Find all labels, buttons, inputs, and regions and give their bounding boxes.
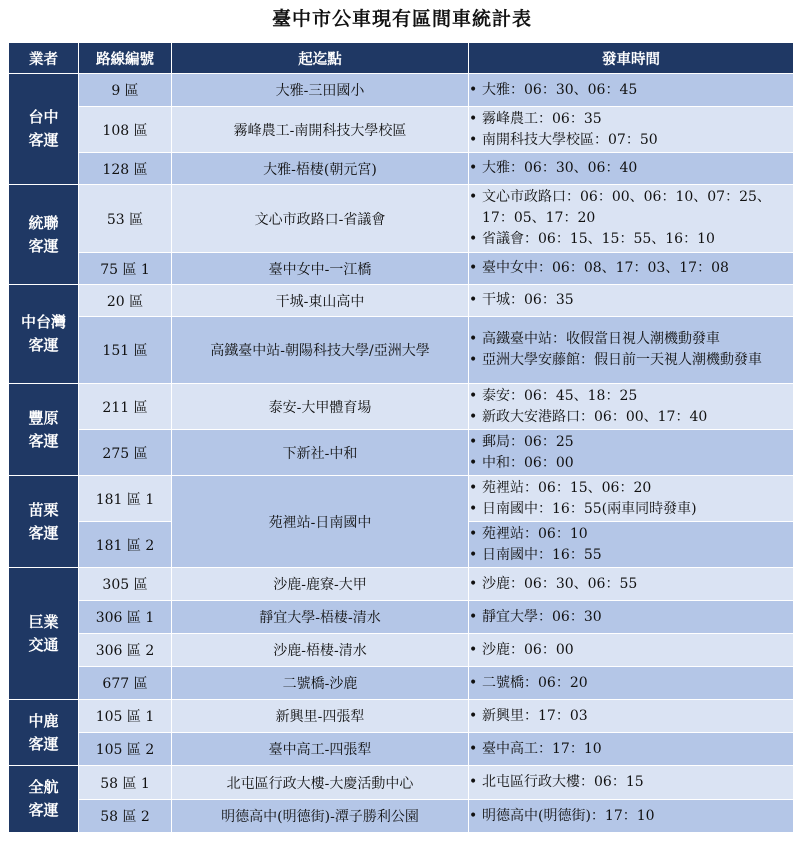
company-name-line: 客運 (28, 801, 59, 819)
departure-time-cell (469, 317, 794, 384)
departure-time-cell (469, 522, 794, 568)
company-name-line: 全航 (28, 778, 59, 796)
stops-cell: 高鐵臺中站-朝陽科技大學/亞洲大學 (172, 317, 469, 384)
departure-time-cell (469, 74, 794, 107)
bus-statistics-table (8, 42, 794, 833)
stops-cell: 臺中高工-四張犁 (172, 733, 469, 766)
departure-time-item: • 郵局：06：25 (469, 432, 793, 453)
departure-time-item: • 大雅：06：30、06：40 (469, 158, 793, 179)
header-stops: 起迄點 (172, 43, 469, 74)
departure-time-list (469, 187, 793, 250)
route-number-cell: 105 區 1 (79, 700, 172, 733)
route-number-cell: 75 區 1 (79, 253, 172, 285)
header-company: 業者 (9, 43, 79, 74)
departure-time-list (469, 772, 793, 793)
route-number-cell: 677 區 (79, 667, 172, 700)
company-name-line: 客運 (28, 336, 59, 354)
company-name-line: 豐原 (28, 408, 59, 427)
departure-time-item: • 苑裡站：06：10 (469, 524, 793, 545)
departure-time-item: • 臺中高工：17：10 (469, 739, 793, 760)
route-number-cell: 128 區 (79, 153, 172, 185)
company-name-line: 中台灣 (20, 313, 66, 331)
departure-time-cell (469, 634, 794, 667)
departure-time-cell (469, 285, 794, 317)
company-cell (9, 384, 79, 476)
departure-time-cell (469, 700, 794, 733)
table-row (9, 185, 794, 253)
table-row (9, 430, 794, 476)
departure-time-cell (469, 800, 794, 833)
company-cell (9, 568, 79, 700)
stops-cell: 干城-東山高中 (172, 285, 469, 317)
departure-time-item: • 新興里：17：03 (469, 706, 793, 727)
company-cell (9, 700, 79, 766)
departure-time-item: • 沙鹿：06：00 (469, 640, 793, 661)
route-number-cell: 58 區 1 (79, 766, 172, 800)
departure-time-cell (469, 384, 794, 430)
departure-time-list (469, 386, 793, 428)
route-number-cell: 211 區 (79, 384, 172, 430)
header-row (9, 43, 794, 74)
departure-time-item: • 臺中女中：06：08、17：03、17：08 (469, 258, 793, 279)
stops-cell: 臺中女中-一江橋 (172, 253, 469, 285)
departure-time-list (469, 109, 793, 151)
table-row (9, 601, 794, 634)
company-cell (9, 74, 79, 185)
departure-time-item: • 干城：06：35 (469, 290, 793, 311)
departure-time-list (469, 432, 793, 474)
route-number-cell: 53 區 (79, 185, 172, 253)
departure-time-item: • 省議會：06：15、15：55、16：10 (469, 229, 793, 250)
company-cell (9, 185, 79, 285)
route-number-cell: 275 區 (79, 430, 172, 476)
route-number-cell: 181 區 1 (79, 476, 172, 522)
company-name-line: 統聯 (28, 213, 59, 232)
route-number-cell: 9 區 (79, 74, 172, 107)
departure-time-item: • 南開科技大學校區：07：50 (469, 130, 793, 151)
table-row (9, 384, 794, 430)
route-number-cell: 58 區 2 (79, 800, 172, 833)
stops-cell: 明德高中(明德街)-潭子勝利公園 (172, 800, 469, 833)
table-row (9, 667, 794, 700)
company-name-line: 台中 (28, 108, 59, 126)
stops-cell: 沙鹿-鹿寮-大甲 (172, 568, 469, 601)
departure-time-item: • 泰安：06：45、18：25 (469, 386, 793, 407)
stops-cell: 北屯區行政大樓-大慶活動中心 (172, 766, 469, 800)
table-row (9, 153, 794, 185)
table-row (9, 285, 794, 317)
departure-time-list (469, 80, 793, 101)
departure-time-item: • 大雅：06：30、06：45 (469, 80, 793, 101)
departure-time-cell (469, 153, 794, 185)
departure-time-list (469, 158, 793, 179)
departure-time-list (469, 574, 793, 595)
departure-time-item: • 新政大安港路口：06：00、17：40 (469, 407, 793, 428)
page-title: 臺中市公車現有區間車統計表 (271, 8, 532, 30)
stops-cell: 靜宜大學-梧棲-清水 (172, 601, 469, 634)
route-number-cell: 181 區 2 (79, 522, 172, 568)
route-number-cell: 105 區 2 (79, 733, 172, 766)
table-row (9, 476, 794, 522)
table-row (9, 74, 794, 107)
departure-time-cell (469, 667, 794, 700)
departure-time-item: • 高鐵臺中站：收假當日視人潮機動發車 (469, 329, 793, 350)
header-route-number: 路線編號 (79, 43, 172, 74)
departure-time-cell (469, 476, 794, 522)
table-row (9, 700, 794, 733)
departure-time-item: • 苑裡站：06：15、06：20 (469, 478, 793, 499)
company-name-line: 客運 (28, 523, 59, 542)
company-name-line: 交通 (28, 635, 59, 654)
company-cell (9, 476, 79, 568)
table-body (9, 74, 794, 833)
departure-time-item: • 霧峰農工：06：35 (469, 109, 793, 130)
departure-time-item: • 日南國中：16：55(兩車同時發車) (469, 499, 793, 520)
departure-time-cell (469, 185, 794, 253)
departure-time-list (469, 640, 793, 661)
stops-cell: 泰安-大甲體育場 (172, 384, 469, 430)
company-cell (9, 285, 79, 384)
table-row (9, 317, 794, 384)
company-name-line: 客運 (28, 734, 59, 753)
company-name-line: 巨業 (28, 612, 59, 631)
stops-cell: 大雅-三田國小 (172, 74, 469, 107)
departure-time-list (469, 524, 793, 566)
departure-time-cell (469, 601, 794, 634)
departure-time-list (469, 329, 793, 371)
departure-time-item: • 明德高中(明德街)：17：10 (469, 806, 793, 827)
departure-time-list (469, 806, 793, 827)
departure-time-cell (469, 568, 794, 601)
stops-cell: 苑裡站-日南國中 (172, 476, 469, 568)
departure-time-item: • 北屯區行政大樓：06：15 (469, 772, 793, 793)
departure-time-list (469, 607, 793, 628)
table-row (9, 107, 794, 153)
company-name-line: 中鹿 (28, 711, 59, 730)
route-number-cell: 306 區 1 (79, 601, 172, 634)
departure-time-item: • 文心市政路口：06：00、06：10、07：25、17：05、17：20 (469, 187, 793, 229)
stops-cell: 下新社-中和 (172, 430, 469, 476)
stops-cell: 沙鹿-梧棲-清水 (172, 634, 469, 667)
company-name-line: 客運 (28, 236, 59, 255)
route-number-cell: 20 區 (79, 285, 172, 317)
table-row (9, 568, 794, 601)
departure-time-list (469, 673, 793, 694)
stops-cell: 二號橋-沙鹿 (172, 667, 469, 700)
table-row (9, 800, 794, 833)
departure-time-item: • 中和：06：00 (469, 453, 793, 474)
departure-time-list (469, 290, 793, 311)
departure-time-cell (469, 253, 794, 285)
route-number-cell: 305 區 (79, 568, 172, 601)
departure-time-cell (469, 766, 794, 800)
company-name-line: 客運 (28, 431, 59, 450)
table-row (9, 253, 794, 285)
departure-time-item: • 日南國中：16：55 (469, 545, 793, 566)
stops-cell: 文心市政路口-省議會 (172, 185, 469, 253)
stops-cell: 新興里-四張犁 (172, 700, 469, 733)
departure-time-cell (469, 733, 794, 766)
departure-time-item: • 沙鹿：06：30、06：55 (469, 574, 793, 595)
departure-time-item: • 靜宜大學：06：30 (469, 607, 793, 628)
departure-time-cell (469, 107, 794, 153)
table-row (9, 733, 794, 766)
departure-time-list (469, 739, 793, 760)
company-name-line: 客運 (28, 131, 59, 149)
header-departure-time: 發車時間 (469, 43, 794, 74)
company-cell (9, 766, 79, 833)
departure-time-list (469, 258, 793, 279)
table-row (9, 766, 794, 800)
table-row (9, 634, 794, 667)
departure-time-item: • 二號橋：06：20 (469, 673, 793, 694)
departure-time-item: • 亞洲大學安藤館：假日前一天視人潮機動發車 (469, 350, 793, 371)
stops-cell: 大雅-梧棲(朝元宮) (172, 153, 469, 185)
company-name-line: 苗栗 (28, 500, 59, 519)
departure-time-list (469, 706, 793, 727)
stops-cell: 霧峰農工-南開科技大學校區 (172, 107, 469, 153)
departure-time-cell (469, 430, 794, 476)
route-number-cell: 306 區 2 (79, 634, 172, 667)
departure-time-list (469, 478, 793, 520)
route-number-cell: 108 區 (79, 107, 172, 153)
route-number-cell: 151 區 (79, 317, 172, 384)
